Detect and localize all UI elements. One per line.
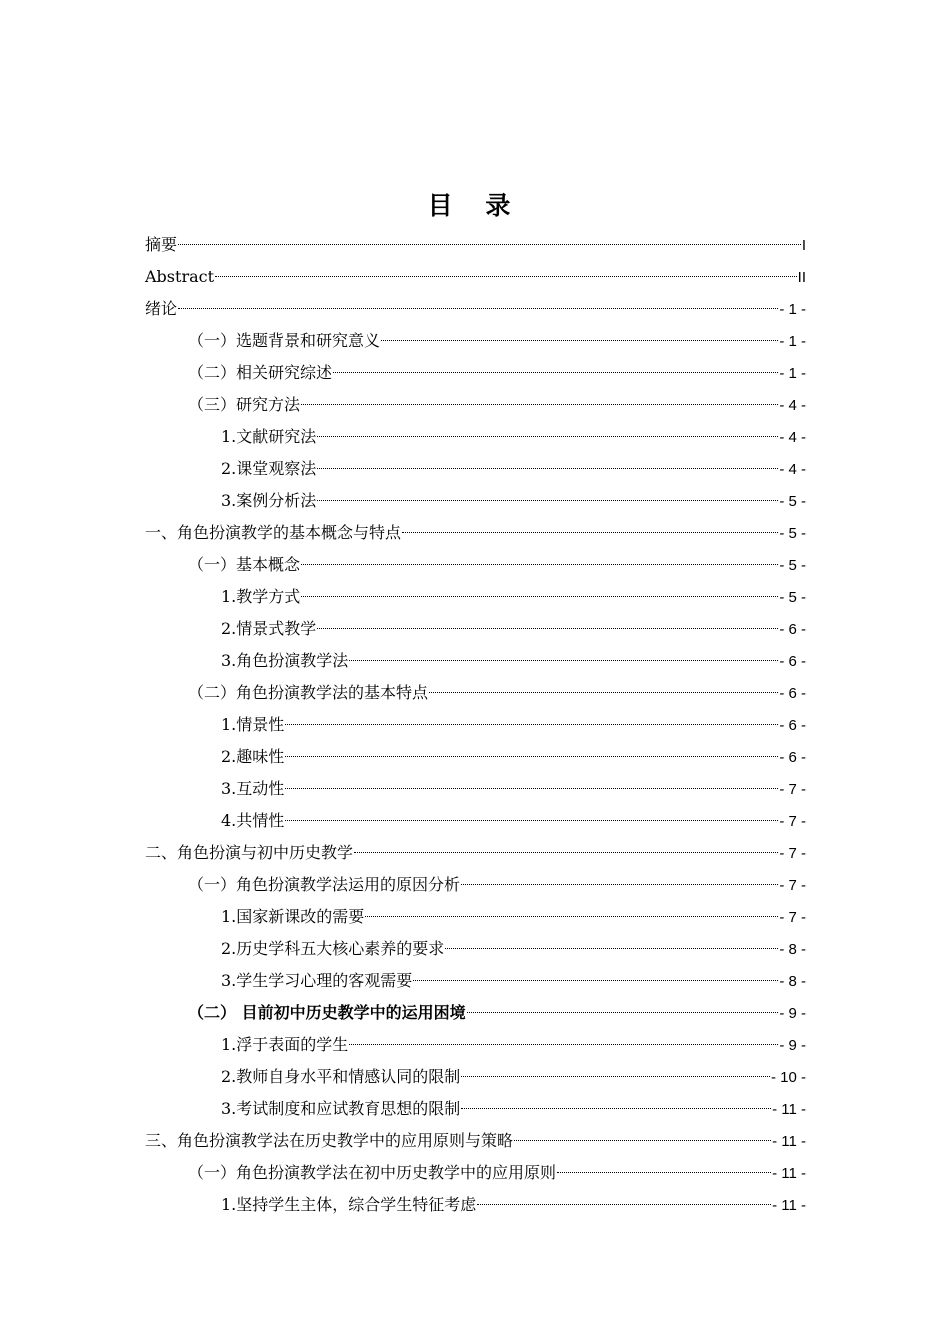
toc-list xyxy=(145,229,806,1221)
toc-dot-leader xyxy=(301,404,778,405)
toc-entry-page-number: I xyxy=(801,237,806,254)
toc-entry-label: 摘要 xyxy=(145,235,178,254)
toc-dot-leader xyxy=(557,1172,771,1173)
toc-entry[interactable] xyxy=(145,997,806,1029)
toc-entry-page-number: - 7 - xyxy=(779,813,806,830)
toc-entry-page-number: - 5 - xyxy=(779,557,806,574)
toc-entry[interactable] xyxy=(145,869,806,901)
toc-entry[interactable] xyxy=(145,549,806,581)
toc-entry-label: （一）角色扮演教学法在初中历史教学中的应用原则 xyxy=(188,1163,557,1182)
toc-dot-leader xyxy=(349,1044,778,1045)
toc-entry-page-number: - 6 - xyxy=(779,653,806,670)
toc-dot-leader xyxy=(301,596,778,597)
toc-entry-label: （二）相关研究综述 xyxy=(188,363,333,382)
toc-entry[interactable] xyxy=(145,709,806,741)
toc-entry-label: 4.共情性 xyxy=(221,811,285,830)
toc-dot-leader xyxy=(178,244,801,245)
toc-entry[interactable] xyxy=(145,901,806,933)
toc-dot-leader xyxy=(461,1076,770,1077)
toc-entry[interactable] xyxy=(145,421,806,453)
toc-entry-label: 2.课堂观察法 xyxy=(221,459,317,478)
toc-dot-leader xyxy=(301,564,778,565)
toc-entry-label: 2.情景式教学 xyxy=(221,619,317,638)
toc-entry-label: 一、角色扮演教学的基本概念与特点 xyxy=(145,523,402,542)
toc-entry-label: 3.互动性 xyxy=(221,779,285,798)
toc-entry-page-number: - 5 - xyxy=(779,493,806,510)
toc-entry-label: 3.角色扮演教学法 xyxy=(221,651,349,670)
toc-entry-page-number: - 6 - xyxy=(779,717,806,734)
toc-entry[interactable] xyxy=(145,229,806,261)
toc-dot-leader xyxy=(285,724,778,725)
toc-entry-page-number: - 1 - xyxy=(779,301,806,318)
toc-entry-page-number: - 1 - xyxy=(779,333,806,350)
toc-dot-leader xyxy=(514,1140,771,1141)
toc-entry-label: 3.案例分析法 xyxy=(221,491,317,510)
toc-entry-label: 1.国家新课改的需要 xyxy=(221,907,365,926)
toc-dot-leader xyxy=(285,756,778,757)
toc-dot-leader xyxy=(317,468,778,469)
toc-entry-page-number: - 11 - xyxy=(772,1165,806,1182)
toc-dot-leader xyxy=(445,948,778,949)
toc-title: 目 录 xyxy=(427,191,523,220)
toc-entry-page-number: - 1 - xyxy=(779,365,806,382)
toc-dot-leader xyxy=(365,916,778,917)
toc-dot-leader xyxy=(461,884,778,885)
toc-entry[interactable] xyxy=(145,741,806,773)
toc-entry-label: （一）角色扮演教学法运用的原因分析 xyxy=(188,875,461,894)
toc-entry-page-number: - 5 - xyxy=(779,525,806,542)
toc-entry-page-number: - 7 - xyxy=(779,781,806,798)
toc-entry-page-number: - 4 - xyxy=(779,461,806,478)
toc-dot-leader xyxy=(333,372,778,373)
toc-entry-page-number: - 6 - xyxy=(779,685,806,702)
toc-entry[interactable] xyxy=(145,677,806,709)
toc-entry-page-number: - 9 - xyxy=(779,1005,806,1022)
toc-entry-page-number: - 10 - xyxy=(770,1069,806,1086)
toc-entry-label: 绪论 xyxy=(145,299,178,318)
toc-entry-page-number: - 6 - xyxy=(779,749,806,766)
toc-dot-leader xyxy=(354,852,778,853)
toc-entry-label: （二） 目前初中历史教学中的运用困境 xyxy=(188,1003,466,1022)
toc-entry[interactable] xyxy=(145,389,806,421)
toc-entry-label: 3.考试制度和应试教育思想的限制 xyxy=(221,1099,461,1118)
toc-entry-label: 三、角色扮演教学法在历史教学中的应用原则与策略 xyxy=(145,1131,514,1150)
toc-entry[interactable] xyxy=(145,1189,806,1221)
toc-dot-leader xyxy=(381,340,778,341)
toc-entry-page-number: - 11 - xyxy=(772,1101,806,1118)
toc-entry-label: 二、角色扮演与初中历史教学 xyxy=(145,843,354,862)
toc-entry[interactable] xyxy=(145,453,806,485)
toc-entry-page-number: - 4 - xyxy=(779,397,806,414)
toc-entry-page-number: - 8 - xyxy=(779,973,806,990)
toc-entry-label: （一）基本概念 xyxy=(188,555,301,574)
toc-entry[interactable] xyxy=(145,1093,806,1125)
toc-entry-page-number: - 9 - xyxy=(779,1037,806,1054)
toc-dot-leader xyxy=(317,628,778,629)
toc-entry[interactable] xyxy=(145,325,806,357)
toc-entry-label: 2.趣味性 xyxy=(221,747,285,766)
toc-entry[interactable] xyxy=(145,1125,806,1157)
toc-entry[interactable] xyxy=(145,1061,806,1093)
toc-entry-label: 3.学生学习心理的客观需要 xyxy=(221,971,413,990)
toc-entry-page-number: - 7 - xyxy=(779,909,806,926)
toc-entry[interactable] xyxy=(145,485,806,517)
toc-entry[interactable] xyxy=(145,965,806,997)
toc-entry[interactable] xyxy=(145,581,806,613)
toc-entry[interactable] xyxy=(145,261,806,293)
toc-dot-leader xyxy=(285,788,778,789)
toc-entry[interactable] xyxy=(145,613,806,645)
toc-entry[interactable] xyxy=(145,805,806,837)
toc-entry-label: （一）选题背景和研究意义 xyxy=(188,331,381,350)
toc-entry-label: 1.坚持学生主体，综合学生特征考虑 xyxy=(221,1195,477,1214)
toc-entry-label: 1.浮于表面的学生 xyxy=(221,1035,349,1054)
toc-entry-label: 1.文献研究法 xyxy=(221,427,317,446)
toc-entry-label: 2.教师自身水平和情感认同的限制 xyxy=(221,1067,461,1086)
toc-entry-page-number: II xyxy=(797,269,806,286)
toc-entry-page-number: - 7 - xyxy=(779,877,806,894)
toc-entry-page-number: - 4 - xyxy=(779,429,806,446)
toc-entry-label: 2.历史学科五大核心素养的要求 xyxy=(221,939,445,958)
toc-entry-label: 1.情景性 xyxy=(221,715,285,734)
toc-entry-label: （三）研究方法 xyxy=(188,395,301,414)
toc-entry-page-number: - 7 - xyxy=(779,845,806,862)
toc-entry[interactable] xyxy=(145,645,806,677)
toc-dot-leader xyxy=(477,1204,771,1205)
toc-dot-leader xyxy=(402,532,778,533)
toc-dot-leader xyxy=(413,980,778,981)
toc-dot-leader xyxy=(317,500,778,501)
toc-entry-page-number: - 8 - xyxy=(779,941,806,958)
toc-entry[interactable] xyxy=(145,293,806,325)
toc-entry-label: 1.教学方式 xyxy=(221,587,301,606)
toc-dot-leader xyxy=(285,820,778,821)
toc-entry-page-number: - 6 - xyxy=(779,621,806,638)
toc-entry-page-number: - 5 - xyxy=(779,589,806,606)
toc-dot-leader xyxy=(429,692,778,693)
toc-entry[interactable] xyxy=(145,837,806,869)
toc-entry-page-number: - 11 - xyxy=(772,1133,806,1150)
toc-entry-page-number: - 11 - xyxy=(772,1197,806,1214)
toc-entry-label: （二）角色扮演教学法的基本特点 xyxy=(188,683,429,702)
toc-entry-label: Abstract xyxy=(145,267,215,286)
toc-dot-leader xyxy=(461,1108,771,1109)
toc-dot-leader xyxy=(317,436,778,437)
toc-entry[interactable] xyxy=(145,1029,806,1061)
toc-entry[interactable] xyxy=(145,1157,806,1189)
toc-entry[interactable] xyxy=(145,517,806,549)
toc-dot-leader xyxy=(349,660,778,661)
toc-entry[interactable] xyxy=(145,773,806,805)
toc-entry[interactable] xyxy=(145,357,806,389)
toc-dot-leader xyxy=(467,1012,779,1013)
toc-dot-leader xyxy=(178,308,778,309)
toc-dot-leader xyxy=(215,276,797,277)
toc-entry[interactable] xyxy=(145,933,806,965)
